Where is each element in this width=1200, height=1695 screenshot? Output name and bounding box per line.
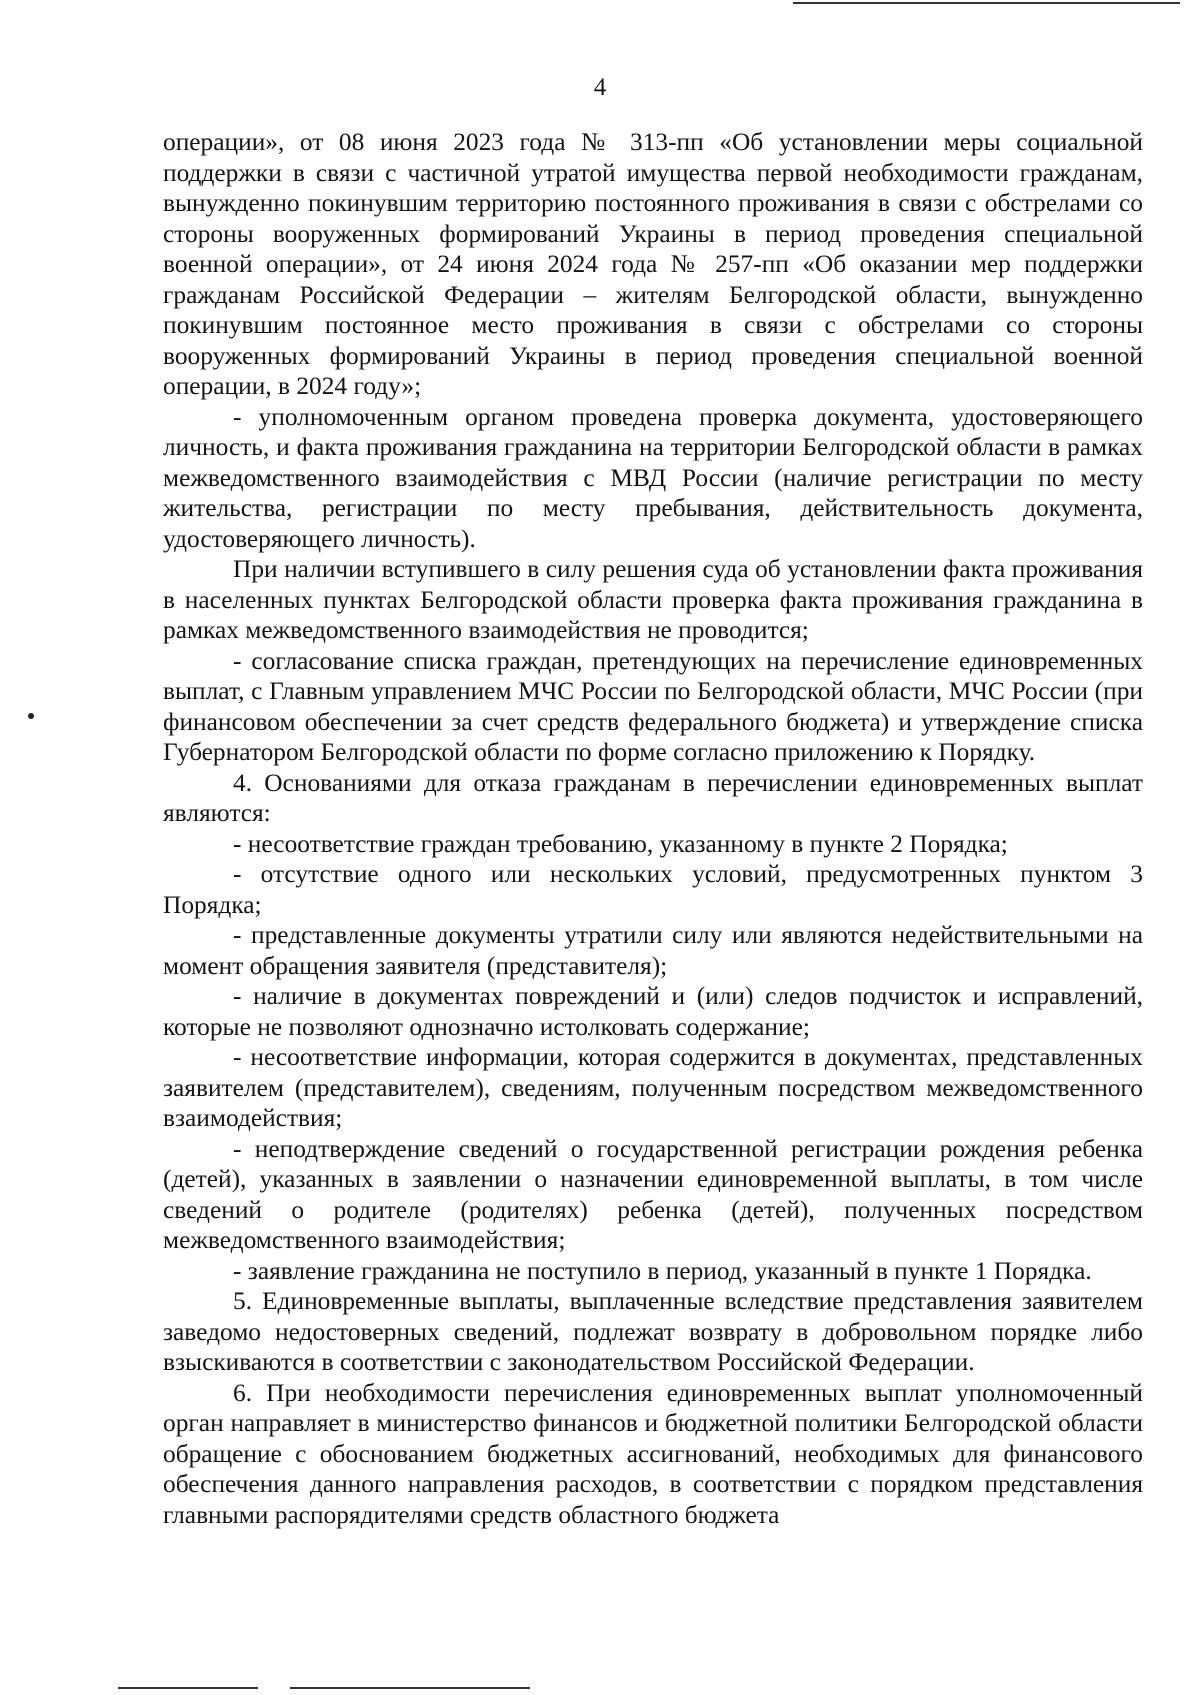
scan-edge-line <box>793 2 1180 4</box>
page-number: 4 <box>593 74 607 101</box>
paragraph-court-decision: При наличии вступившего в силу решения суда об установлении факта проживания в населенных пунктах Белгородской области проверка факта проживания гражданина в рамках межведомственного взаимодействия не проводится; <box>163 555 1143 644</box>
scan-edge-line <box>118 1687 258 1689</box>
document-body <box>163 127 1143 1530</box>
scan-edge-line <box>290 1687 530 1689</box>
paragraph-refund: 5. Единовременные выплаты, выплаченные вследствие представления заявителем заведомо недостоверных сведений, подлежат возврату в добровольном порядке либо взыскиваются в соответствии с законодательством Российской Федерации. <box>163 1287 1143 1376</box>
paragraph-refusal-grounds: 4. Основаниями для отказа гражданам в перечислении единовременных выплат являются: <box>163 768 1143 827</box>
paragraph-refusal-item-7: - заявление гражданина не поступило в период, указанный в пункте 1 Порядка. <box>233 1256 1092 1285</box>
scan-artifact-dot <box>28 713 34 719</box>
paragraph-refusal-item-5: - несоответствие информации, которая содержится в документах, представленных заявителем (представителем), сведениям, полученным посредством межведомственного взаимодействия; <box>163 1043 1143 1132</box>
paragraph-refusal-item-2: - отсутствие одного или нескольких условий, предусмотренных пунктом 3 Порядка; <box>163 860 1143 919</box>
paragraph-refusal-item-6: - неподтверждение сведений о государственной регистрации рождения ребенка (детей), указанных в заявлении о назначении единовременной выплаты, в том числе сведений о родителе (родителях) ребенка (детей), полученных посредством межведомственного взаимодействия; <box>163 1134 1143 1254</box>
paragraph-refusal-item-3: - представленные документы утратили силу или являются недействительными на момент обращения заявителя (представителя); <box>163 921 1143 980</box>
paragraph-continuation: операции», от 08 июня 2023 года № 313-пп «Об установлении меры социальной поддержки в связи с частичной утратой имущества первой необходимости гражданам, вынужденно покинувшим территорию постоянного проживания в связи с обстрелами со стороны вооруженных формирований Украины в период проведения специальной военной операции», от 24 июня 2024 года № 257-пп «Об оказании мер поддержки гражданам Российской Федерации – жителям Белгородской области, вынужденно покинувшим постоянное место проживания в связи с обстрелами со стороны вооруженных формирований Украины в период проведения специальной военной операции, в 2024 году»; <box>163 128 1143 400</box>
paragraph-refusal-item-1: - несоответствие граждан требованию, указанному в пункте 2 Порядка; <box>233 829 1008 858</box>
paragraph-identity-check: - уполномоченным органом проведена проверка документа, удостоверяющего личность, и факта проживания гражданина на территории Белгородской области в рамках межведомственного взаимодействия с МВД России (наличие регистрации по месту жительства, регистрации по месту пребывания, действительность документа, удостоверяющего личность). <box>163 402 1143 553</box>
paragraph-refusal-item-4: - наличие в документах повреждений и (или) следов подчисток и исправлений, которые не позволяют однозначно истолковать содержание; <box>163 982 1143 1041</box>
paragraph-list-approval: - согласование списка граждан, претендующих на перечисление единовременных выплат, с Главным управлением МЧС России по Белгородской области, МЧС России (при финансовом обеспечении за счет средств федерального бюджета) и утверждение списка Губернатором Белгородской области по форме согласно приложению к Порядку. <box>163 646 1143 766</box>
paragraph-financing: 6. При необходимости перечисления единовременных выплат уполномоченный орган направляет в министерство финансов и бюджетной политики Белгородской области обращение с обоснованием бюджетных ассигнований, необходимых для финансового обеспечения данного направления расходов, в соответствии с порядком представления главными распорядителями средств областного бюджета <box>163 1378 1143 1529</box>
